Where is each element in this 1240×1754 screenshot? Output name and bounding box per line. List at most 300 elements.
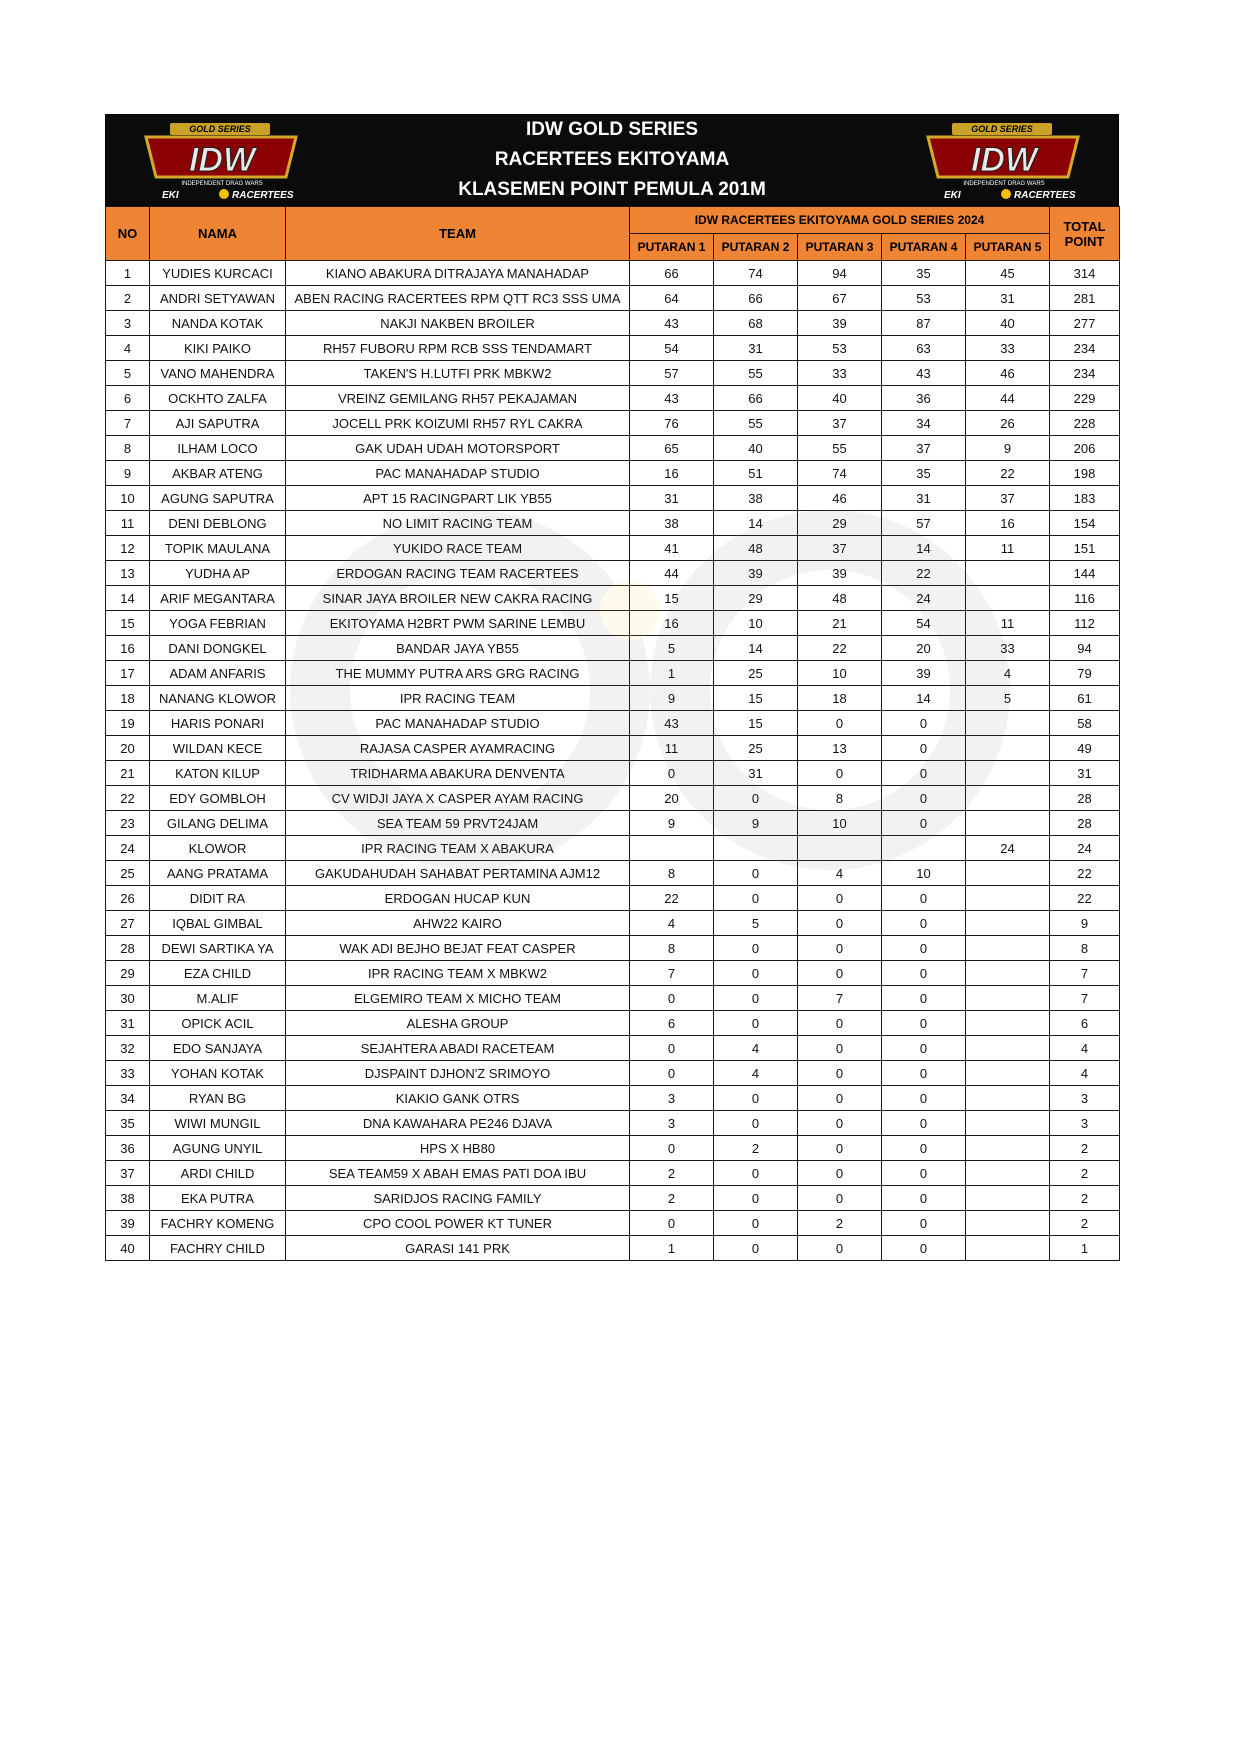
cell-putaran-1: 43	[630, 711, 714, 736]
cell-putaran-4	[882, 836, 966, 861]
svg-text:GOLD SERIES: GOLD SERIES	[971, 124, 1033, 134]
cell-putaran-4: 0	[882, 961, 966, 986]
cell-nama: ADAM ANFARIS	[150, 661, 286, 686]
cell-putaran-5	[966, 1036, 1050, 1061]
cell-no: 11	[106, 511, 150, 536]
cell-putaran-1: 2	[630, 1161, 714, 1186]
cell-putaran-5: 45	[966, 261, 1050, 286]
col-header-series-group: IDW RACERTEES EKITOYAMA GOLD SERIES 2024	[630, 207, 1050, 234]
cell-total: 116	[1050, 586, 1120, 611]
cell-putaran-5: 11	[966, 611, 1050, 636]
cell-putaran-1: 7	[630, 961, 714, 986]
cell-putaran-1: 4	[630, 911, 714, 936]
cell-total: 28	[1050, 811, 1120, 836]
cell-putaran-1: 22	[630, 886, 714, 911]
cell-team: GAKUDAHUDAH SAHABAT PERTAMINA AJM12	[286, 861, 630, 886]
cell-no: 14	[106, 586, 150, 611]
cell-putaran-5: 46	[966, 361, 1050, 386]
cell-team: SINAR JAYA BROILER NEW CAKRA RACING	[286, 586, 630, 611]
svg-text:EKI: EKI	[162, 190, 179, 201]
cell-putaran-2: 0	[714, 986, 798, 1011]
cell-putaran-4: 0	[882, 1111, 966, 1136]
cell-putaran-1: 66	[630, 261, 714, 286]
cell-team: PAC MANAHADAP STUDIO	[286, 461, 630, 486]
cell-putaran-3: 0	[798, 1186, 882, 1211]
cell-team: SEJAHTERA ABADI RACETEAM	[286, 1036, 630, 1061]
cell-total: 61	[1050, 686, 1120, 711]
table-row	[106, 1061, 1120, 1086]
cell-team: ELGEMIRO TEAM X MICHO TEAM	[286, 986, 630, 1011]
cell-no: 32	[106, 1036, 150, 1061]
cell-team: RH57 FUBORU RPM RCB SSS TENDAMART	[286, 336, 630, 361]
cell-putaran-2: 0	[714, 886, 798, 911]
cell-nama: AKBAR ATENG	[150, 461, 286, 486]
table-row	[106, 986, 1120, 1011]
cell-no: 22	[106, 786, 150, 811]
table-row	[106, 1011, 1120, 1036]
cell-team: AHW22 KAIRO	[286, 911, 630, 936]
cell-total: 112	[1050, 611, 1120, 636]
cell-no: 19	[106, 711, 150, 736]
cell-total: 1	[1050, 1236, 1120, 1261]
cell-putaran-5: 11	[966, 536, 1050, 561]
cell-total: 183	[1050, 486, 1120, 511]
cell-total: 2	[1050, 1136, 1120, 1161]
table-row	[106, 1136, 1120, 1161]
cell-putaran-2: 0	[714, 1236, 798, 1261]
cell-team: IPR RACING TEAM	[286, 686, 630, 711]
cell-nama: ARIF MEGANTARA	[150, 586, 286, 611]
svg-text:IDW: IDW	[188, 141, 256, 179]
cell-total: 22	[1050, 886, 1120, 911]
cell-putaran-4: 0	[882, 1061, 966, 1086]
title-line-2: RACERTEES EKITOYAMA	[494, 149, 730, 170]
cell-team: SARIDJOS RACING FAMILY	[286, 1186, 630, 1211]
cell-putaran-1: 0	[630, 1061, 714, 1086]
cell-team: JOCELL PRK KOIZUMI RH57 RYL CAKRA	[286, 411, 630, 436]
svg-text:GOLD SERIES: GOLD SERIES	[189, 124, 251, 134]
cell-putaran-4: 0	[882, 986, 966, 1011]
cell-team: TAKEN'S H.LUTFI PRK MBKW2	[286, 361, 630, 386]
cell-putaran-4: 39	[882, 661, 966, 686]
table-row	[106, 686, 1120, 711]
cell-nama: NANANG KLOWOR	[150, 686, 286, 711]
cell-putaran-3: 94	[798, 261, 882, 286]
cell-putaran-4: 20	[882, 636, 966, 661]
cell-nama: KATON KILUP	[150, 761, 286, 786]
cell-putaran-5: 22	[966, 461, 1050, 486]
cell-team: BANDAR JAYA YB55	[286, 636, 630, 661]
cell-putaran-2: 74	[714, 261, 798, 286]
cell-no: 10	[106, 486, 150, 511]
table-row	[106, 286, 1120, 311]
cell-no: 2	[106, 286, 150, 311]
cell-putaran-3: 46	[798, 486, 882, 511]
cell-no: 36	[106, 1136, 150, 1161]
col-header-no: NO	[106, 207, 150, 261]
table-row	[106, 511, 1120, 536]
cell-team: EKITOYAMA H2BRT PWM SARINE LEMBU	[286, 611, 630, 636]
cell-putaran-1: 6	[630, 1011, 714, 1036]
cell-putaran-2: 4	[714, 1061, 798, 1086]
cell-nama: KIKI PAIKO	[150, 336, 286, 361]
cell-no: 7	[106, 411, 150, 436]
cell-nama: YUDIES KURCACI	[150, 261, 286, 286]
cell-nama: YOHAN KOTAK	[150, 1061, 286, 1086]
cell-team: VREINZ GEMILANG RH57 PEKAJAMAN	[286, 386, 630, 411]
cell-putaran-5: 33	[966, 636, 1050, 661]
table-row	[106, 861, 1120, 886]
table-row	[106, 586, 1120, 611]
cell-no: 40	[106, 1236, 150, 1261]
cell-team: IPR RACING TEAM X ABAKURA	[286, 836, 630, 861]
cell-putaran-5	[966, 761, 1050, 786]
cell-no: 15	[106, 611, 150, 636]
cell-putaran-5	[966, 1136, 1050, 1161]
cell-putaran-4: 34	[882, 411, 966, 436]
cell-putaran-3: 53	[798, 336, 882, 361]
cell-putaran-2: 4	[714, 1036, 798, 1061]
cell-putaran-5	[966, 711, 1050, 736]
cell-team: ERDOGAN HUCAP KUN	[286, 886, 630, 911]
table-row	[106, 536, 1120, 561]
cell-putaran-1: 9	[630, 811, 714, 836]
cell-putaran-3: 0	[798, 936, 882, 961]
cell-putaran-5: 40	[966, 311, 1050, 336]
cell-team: GAK UDAH UDAH MOTORSPORT	[286, 436, 630, 461]
cell-putaran-2: 55	[714, 361, 798, 386]
cell-nama: DANI DONGKEL	[150, 636, 286, 661]
cell-putaran-3: 0	[798, 1036, 882, 1061]
cell-putaran-1: 1	[630, 1236, 714, 1261]
cell-putaran-5: 4	[966, 661, 1050, 686]
cell-nama: GILANG DELIMA	[150, 811, 286, 836]
cell-putaran-1: 9	[630, 686, 714, 711]
cell-putaran-5: 9	[966, 436, 1050, 461]
cell-total: 144	[1050, 561, 1120, 586]
table-row	[106, 561, 1120, 586]
cell-putaran-4: 0	[882, 911, 966, 936]
cell-putaran-2: 9	[714, 811, 798, 836]
col-header-team: TEAM	[286, 207, 630, 261]
cell-no: 26	[106, 886, 150, 911]
cell-putaran-3: 0	[798, 911, 882, 936]
cell-putaran-3: 7	[798, 986, 882, 1011]
svg-text:IDW: IDW	[970, 141, 1038, 179]
cell-putaran-5	[966, 1061, 1050, 1086]
cell-putaran-4: 87	[882, 311, 966, 336]
cell-putaran-4: 0	[882, 1161, 966, 1186]
table-row	[106, 386, 1120, 411]
cell-putaran-3: 0	[798, 1136, 882, 1161]
cell-putaran-2: 31	[714, 761, 798, 786]
cell-putaran-2: 0	[714, 1086, 798, 1111]
table-row	[106, 311, 1120, 336]
cell-putaran-3: 0	[798, 886, 882, 911]
cell-total: 31	[1050, 761, 1120, 786]
cell-putaran-3: 37	[798, 536, 882, 561]
cell-no: 23	[106, 811, 150, 836]
cell-total: 314	[1050, 261, 1120, 286]
cell-team: HPS X HB80	[286, 1136, 630, 1161]
col-header-putaran-1: PUTARAN 1	[630, 234, 714, 261]
cell-total: 234	[1050, 361, 1120, 386]
cell-putaran-3: 4	[798, 861, 882, 886]
cell-no: 18	[106, 686, 150, 711]
cell-putaran-1: 1	[630, 661, 714, 686]
svg-text:INDEPENDENT DRAG WARS: INDEPENDENT DRAG WARS	[963, 181, 1045, 187]
cell-putaran-4: 0	[882, 761, 966, 786]
cell-putaran-3: 0	[798, 711, 882, 736]
cell-putaran-1: 2	[630, 1186, 714, 1211]
cell-putaran-1: 8	[630, 861, 714, 886]
cell-putaran-1: 20	[630, 786, 714, 811]
cell-putaran-4: 0	[882, 1136, 966, 1161]
cell-putaran-3: 0	[798, 1111, 882, 1136]
header-banner	[105, 114, 1119, 206]
cell-putaran-5	[966, 561, 1050, 586]
table-row	[106, 336, 1120, 361]
cell-no: 35	[106, 1111, 150, 1136]
cell-no: 30	[106, 986, 150, 1011]
table-row	[106, 836, 1120, 861]
cell-putaran-2: 0	[714, 786, 798, 811]
cell-putaran-4: 0	[882, 1086, 966, 1111]
cell-putaran-2: 5	[714, 911, 798, 936]
cell-nama: EDY GOMBLOH	[150, 786, 286, 811]
cell-total: 4	[1050, 1036, 1120, 1061]
cell-putaran-2: 51	[714, 461, 798, 486]
cell-no: 29	[106, 961, 150, 986]
cell-putaran-2: 15	[714, 686, 798, 711]
cell-team: KIAKIO GANK OTRS	[286, 1086, 630, 1111]
cell-putaran-4: 35	[882, 261, 966, 286]
cell-putaran-1: 0	[630, 1036, 714, 1061]
cell-putaran-5	[966, 736, 1050, 761]
cell-putaran-4: 24	[882, 586, 966, 611]
cell-total: 3	[1050, 1111, 1120, 1136]
cell-putaran-2: 0	[714, 961, 798, 986]
cell-putaran-1: 31	[630, 486, 714, 511]
cell-team: ALESHA GROUP	[286, 1011, 630, 1036]
table-row	[106, 1186, 1120, 1211]
cell-putaran-3: 21	[798, 611, 882, 636]
cell-putaran-1: 0	[630, 1211, 714, 1236]
table-row	[106, 711, 1120, 736]
cell-total: 151	[1050, 536, 1120, 561]
cell-putaran-5	[966, 861, 1050, 886]
title-line-3: KLASEMEN POINT PEMULA 201M	[458, 179, 766, 200]
cell-team: WAK ADI BEJHO BEJAT FEAT CASPER	[286, 936, 630, 961]
cell-nama: EZA CHILD	[150, 961, 286, 986]
cell-putaran-3: 39	[798, 561, 882, 586]
svg-text:INDEPENDENT DRAG WARS: INDEPENDENT DRAG WARS	[181, 181, 263, 187]
cell-total: 198	[1050, 461, 1120, 486]
cell-total: 3	[1050, 1086, 1120, 1111]
cell-putaran-4: 14	[882, 686, 966, 711]
cell-nama: RYAN BG	[150, 1086, 286, 1111]
cell-nama: DENI DEBLONG	[150, 511, 286, 536]
cell-total: 234	[1050, 336, 1120, 361]
cell-putaran-4: 0	[882, 1011, 966, 1036]
cell-putaran-1: 3	[630, 1111, 714, 1136]
cell-putaran-3: 0	[798, 761, 882, 786]
table-row	[106, 1236, 1120, 1261]
cell-total: 49	[1050, 736, 1120, 761]
cell-total: 2	[1050, 1211, 1120, 1236]
cell-putaran-4: 35	[882, 461, 966, 486]
cell-putaran-1: 65	[630, 436, 714, 461]
cell-nama: AGUNG UNYIL	[150, 1136, 286, 1161]
table-row	[106, 1086, 1120, 1111]
cell-total: 24	[1050, 836, 1120, 861]
cell-putaran-2: 14	[714, 511, 798, 536]
cell-nama: FACHRY CHILD	[150, 1236, 286, 1261]
cell-putaran-2: 66	[714, 386, 798, 411]
cell-putaran-4: 37	[882, 436, 966, 461]
cell-total: 7	[1050, 986, 1120, 1011]
table-row	[106, 611, 1120, 636]
cell-putaran-4: 0	[882, 1036, 966, 1061]
cell-putaran-5: 44	[966, 386, 1050, 411]
cell-nama: TOPIK MAULANA	[150, 536, 286, 561]
cell-team: SEA TEAM 59 PRVT24JAM	[286, 811, 630, 836]
cell-total: 4	[1050, 1061, 1120, 1086]
cell-putaran-3: 0	[798, 1161, 882, 1186]
cell-putaran-4: 63	[882, 336, 966, 361]
cell-no: 4	[106, 336, 150, 361]
cell-putaran-4: 0	[882, 1211, 966, 1236]
cell-team: NO LIMIT RACING TEAM	[286, 511, 630, 536]
cell-putaran-1: 3	[630, 1086, 714, 1111]
col-header-nama: NAMA	[150, 207, 286, 261]
cell-putaran-3: 48	[798, 586, 882, 611]
cell-no: 1	[106, 261, 150, 286]
cell-no: 39	[106, 1211, 150, 1236]
cell-nama: KLOWOR	[150, 836, 286, 861]
cell-putaran-1: 44	[630, 561, 714, 586]
cell-putaran-4: 57	[882, 511, 966, 536]
cell-total: 28	[1050, 786, 1120, 811]
cell-nama: ILHAM LOCO	[150, 436, 286, 461]
cell-putaran-2: 68	[714, 311, 798, 336]
cell-putaran-1: 11	[630, 736, 714, 761]
cell-putaran-2: 0	[714, 861, 798, 886]
cell-putaran-1: 5	[630, 636, 714, 661]
cell-putaran-3: 10	[798, 661, 882, 686]
cell-putaran-3: 18	[798, 686, 882, 711]
cell-putaran-3: 29	[798, 511, 882, 536]
cell-putaran-4: 0	[882, 711, 966, 736]
cell-putaran-2: 25	[714, 736, 798, 761]
cell-team: RAJASA CASPER AYAMRACING	[286, 736, 630, 761]
cell-nama: FACHRY KOMENG	[150, 1211, 286, 1236]
cell-team: APT 15 RACINGPART LIK YB55	[286, 486, 630, 511]
cell-putaran-5	[966, 961, 1050, 986]
table-row	[106, 411, 1120, 436]
cell-putaran-2: 0	[714, 1186, 798, 1211]
cell-putaran-1: 0	[630, 986, 714, 1011]
cell-putaran-1: 0	[630, 761, 714, 786]
cell-total: 229	[1050, 386, 1120, 411]
table-row	[106, 911, 1120, 936]
cell-putaran-2: 25	[714, 661, 798, 686]
cell-putaran-4: 0	[882, 1236, 966, 1261]
cell-nama: EDO SANJAYA	[150, 1036, 286, 1061]
col-header-putaran-3: PUTARAN 3	[798, 234, 882, 261]
cell-putaran-3: 0	[798, 961, 882, 986]
cell-nama: OCKHTO ZALFA	[150, 386, 286, 411]
table-row	[106, 761, 1120, 786]
table-row	[106, 786, 1120, 811]
cell-putaran-2: 0	[714, 1211, 798, 1236]
standings-rows	[106, 261, 1120, 1261]
cell-putaran-4: 0	[882, 736, 966, 761]
cell-putaran-5	[966, 1086, 1050, 1111]
table-row	[106, 486, 1120, 511]
cell-total: 206	[1050, 436, 1120, 461]
cell-nama: VANO MAHENDRA	[150, 361, 286, 386]
cell-nama: YOGA FEBRIAN	[150, 611, 286, 636]
cell-nama: DIDIT RA	[150, 886, 286, 911]
cell-putaran-4: 10	[882, 861, 966, 886]
cell-putaran-1: 43	[630, 311, 714, 336]
cell-no: 6	[106, 386, 150, 411]
cell-nama: AGUNG SAPUTRA	[150, 486, 286, 511]
cell-team: SEA TEAM59 X ABAH EMAS PATI DOA IBU	[286, 1161, 630, 1186]
cell-putaran-2: 55	[714, 411, 798, 436]
cell-putaran-3: 0	[798, 1011, 882, 1036]
title-line-1: IDW GOLD SERIES	[525, 119, 699, 140]
cell-putaran-3: 10	[798, 811, 882, 836]
table-row	[106, 1211, 1120, 1236]
cell-putaran-5: 26	[966, 411, 1050, 436]
cell-putaran-3: 2	[798, 1211, 882, 1236]
cell-putaran-3: 74	[798, 461, 882, 486]
cell-no: 27	[106, 911, 150, 936]
cell-team: YUKIDO RACE TEAM	[286, 536, 630, 561]
table-row	[106, 1111, 1120, 1136]
cell-putaran-5: 37	[966, 486, 1050, 511]
table-row	[106, 661, 1120, 686]
cell-nama: ANDRI SETYAWAN	[150, 286, 286, 311]
cell-putaran-3: 22	[798, 636, 882, 661]
cell-nama: ARDI CHILD	[150, 1161, 286, 1186]
cell-no: 33	[106, 1061, 150, 1086]
cell-putaran-4: 43	[882, 361, 966, 386]
cell-total: 94	[1050, 636, 1120, 661]
cell-putaran-2: 29	[714, 586, 798, 611]
cell-putaran-5	[966, 1186, 1050, 1211]
cell-putaran-4: 22	[882, 561, 966, 586]
cell-putaran-4: 0	[882, 936, 966, 961]
cell-total: 7	[1050, 961, 1120, 986]
cell-no: 16	[106, 636, 150, 661]
svg-text:RACERTEES: RACERTEES	[232, 190, 294, 201]
cell-total: 154	[1050, 511, 1120, 536]
cell-putaran-4: 0	[882, 886, 966, 911]
cell-putaran-5	[966, 811, 1050, 836]
cell-putaran-2: 0	[714, 1161, 798, 1186]
cell-team: KIANO ABAKURA DITRAJAYA MANAHADAP	[286, 261, 630, 286]
cell-no: 13	[106, 561, 150, 586]
cell-team: DJSPAINT DJHON'Z SRIMOYO	[286, 1061, 630, 1086]
cell-putaran-1: 15	[630, 586, 714, 611]
cell-nama: AANG PRATAMA	[150, 861, 286, 886]
cell-total: 228	[1050, 411, 1120, 436]
cell-putaran-3: 33	[798, 361, 882, 386]
cell-putaran-3: 67	[798, 286, 882, 311]
